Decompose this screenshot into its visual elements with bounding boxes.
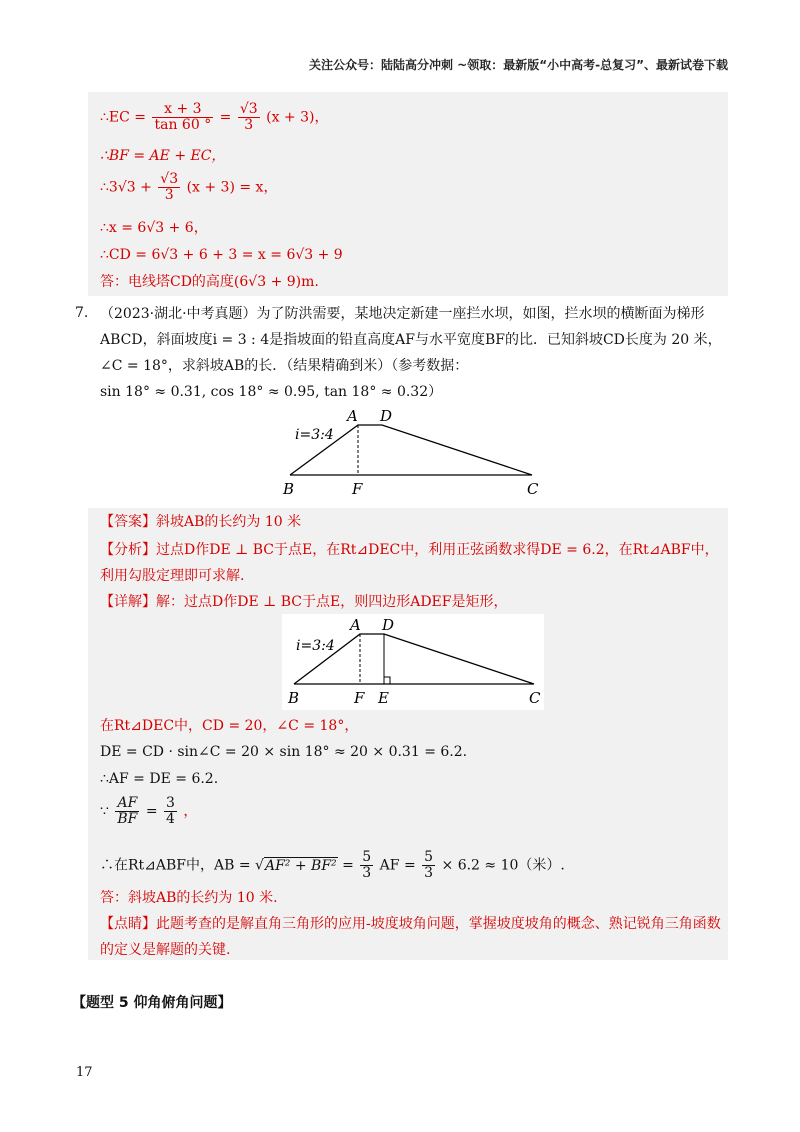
- prev-line-5: ∴CD = 6√3 + 6 + 3 = x = 6√3 + 9: [100, 247, 343, 263]
- label-d: D: [380, 407, 393, 425]
- page-number: 17: [76, 1065, 93, 1080]
- prev-line-4: ∴x = 6√3 + 6，: [100, 220, 208, 236]
- label-b: B: [283, 480, 295, 498]
- label-d-2: D: [382, 616, 395, 634]
- label-a: A: [347, 407, 358, 425]
- label-a-2: A: [350, 616, 361, 634]
- label-f-2: F: [354, 689, 365, 707]
- answer-line: 【答案】斜坡AB的长约为 10 米: [100, 514, 302, 530]
- question-line-2: ABCD，斜面坡度i = 3 : 4是指坡面的铅直高度AF与水平宽度BF的比．已知斜坡CD长度为 20 米，: [100, 332, 722, 348]
- comment-line-1: 【点睛】此题考查的是解直角三角形的应用-坡度坡角问题，掌握坡度坡角的概念、熟记锐角三角函数: [100, 916, 721, 932]
- right-angle-mark: [384, 677, 390, 684]
- step-line-1: 在Rt⊿DEC中，CD = 20，∠C = 18°，: [100, 718, 359, 734]
- label-f: F: [352, 480, 363, 498]
- label-c: C: [527, 480, 539, 498]
- step-line-5: ∴在Rt⊿ABF中，AB = √AF² + BF² = $\frac{5}{3}$ AF = $\frac{5}{3}$ × 6.2 ≈ 10（米）.: [100, 849, 565, 881]
- prev-line-3: ∴3√3 + $\frac{√3}{3}$ (x + 3) = x，: [100, 171, 278, 203]
- detail-line-1: 【详解】解：过点D作DE ⊥ BC于点E，则四边形ADEF是矩形，: [100, 594, 508, 610]
- figure-trapezoid-question: [270, 405, 560, 500]
- step-line-3: ∴AF = DE = 6.2.: [100, 771, 219, 787]
- label-b-2: B: [288, 689, 300, 707]
- analysis-line-2: 利用勾股定理即可求解.: [100, 568, 245, 584]
- slope-label: i=3:4: [295, 427, 334, 443]
- conclusion-line: 答：斜坡AB的长约为 10 米.: [100, 890, 278, 906]
- label-e-2: E: [378, 689, 389, 707]
- page-header: 关注公众号：陆陆高分冲刺 ~领取：最新版“小中高考-总复习”、最新试卷下载: [309, 58, 728, 72]
- slope-label-2: i=3:4: [296, 638, 335, 654]
- step-line-4: ∵ $\frac{AF}{BF}$ = $\frac{3}{4}$ ，: [100, 795, 198, 827]
- step-line-2: DE = CD · sin∠C = 20 × sin 18° ≈ 20 × 0.31 = 6.2.: [100, 744, 468, 760]
- question-line-3: ∠C = 18°，求斜坡AB的长．（结果精确到米）（参考数据：: [100, 358, 469, 374]
- section-title: 【题型 5 仰角俯角问题】: [72, 995, 232, 1011]
- question-number: 7.: [75, 305, 89, 321]
- analysis-line-1: 【分析】过点D作DE ⊥ BC于点E，在Rt⊿DEC中，利用正弦函数求得DE = 6.2，在Rt⊿ABF中，: [100, 542, 719, 558]
- prev-answer: 答：电线塔CD的高度(6√3 + 9)m.: [100, 274, 319, 290]
- prev-line-2: ∴BF = AE + EC，: [100, 148, 226, 164]
- prev-line-1: ∴EC = $\frac{x + 3}{\tan 60 ^\circ}$ = $\frac{√3}{3}$ (x + 3)，: [100, 101, 329, 133]
- question-line-4: sin 18° ≈ 0.31, cos 18° ≈ 0.95, tan 18° ≈ 0.32）: [100, 384, 443, 400]
- comment-line-2: 的定义是解题的关键.: [100, 942, 231, 958]
- figure-trapezoid-solution: [282, 614, 544, 710]
- label-c-2: C: [529, 689, 541, 707]
- question-line-1: （2023·湖北·中考真题）为了防洪需要，某地决定新建一座拦水坝，如图，拦水坝的横断面为梯形: [100, 306, 705, 322]
